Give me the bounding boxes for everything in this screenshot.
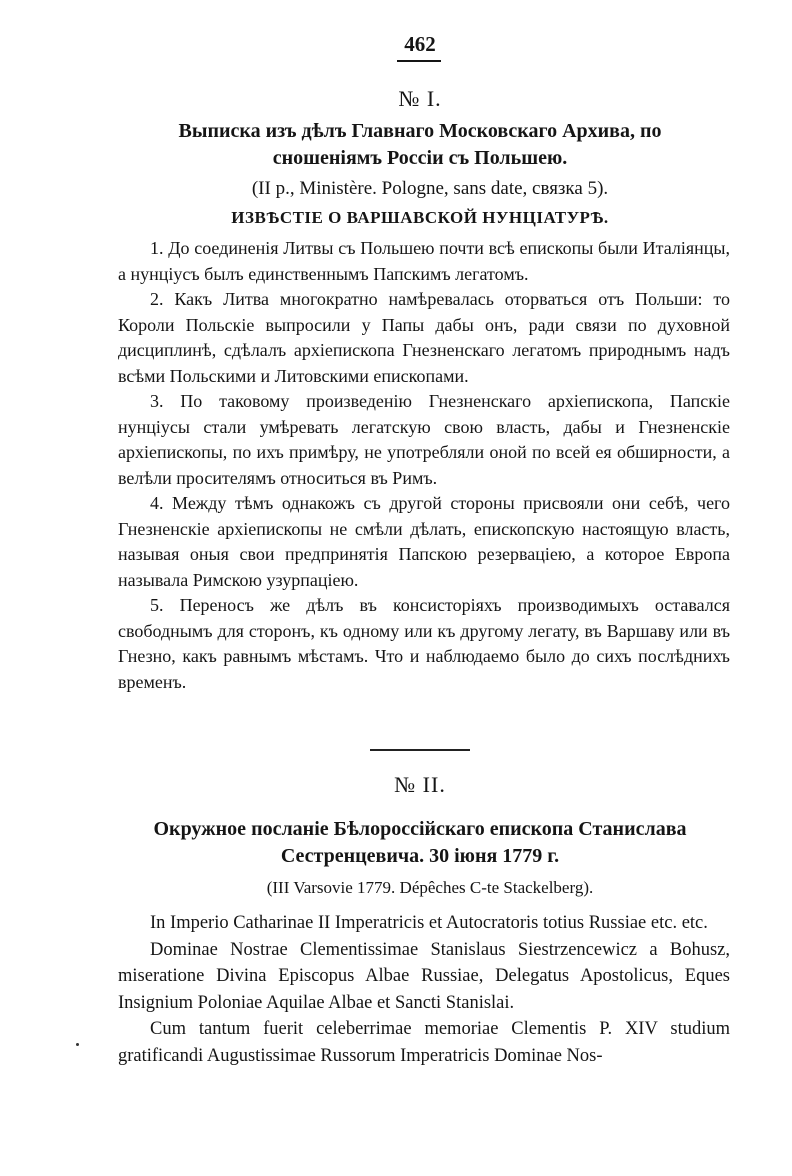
document-title-line: Выписка изъ дѣлъ Главнаго Московскаго Архива, по [178,120,662,142]
paragraph: Dominae Nostrae Clementissimae Stanislaus Siestrzencewicz a Bohusz, miseratione Divina Episcopus Albae Russiae, Delegatus Apostolicus, Eques Insignium Poloniae Aquilae Albae et Sancti Stanislai. [118,939,730,1013]
paragraph: 3. По таковому произведенію Гнезненскаго архіепископа, Папскіе нунціусы стали умѣревать легатскую свою власть, дабы и Гнезненскіе архіепископы, по ихъ примѣру, не употребляли оной по всей ея обширности, а велѣли просителямъ относиться въ Римъ. [118,391,730,488]
paragraph: 1. До соединенія Литвы съ Польшею почти всѣ епископы были Италіянцы, а нунціусъ былъ единственнымъ Папскимъ легатомъ. [118,238,730,284]
page-number: 462 [404,32,436,56]
document-body [118,236,730,695]
document-title [110,118,730,172]
paragraph: 5. Переносъ же дѣлъ въ консисторіяхъ производимыхъ оставался свободнымъ для сторонъ, къ одному или къ другому легату, въ Варшаву или въ Гнезно, какъ равнымъ мѣстамъ. Что и наблюдаемо было до сихъ послѣднихъ временъ. [118,595,730,692]
paragraph: In Imperio Catharinae II Imperatricis et Autocratoris totius Russiae etc. etc. [150,913,708,933]
print-speck [76,1043,79,1046]
archive-source: (II р., Ministère. Pologne, sans date, связка 5). [251,178,609,199]
archive-source: (III Varsovie 1779. Dépêches C-te Stackelberg). [266,878,594,897]
page-number-underline [397,60,441,62]
document-number: № II. [394,772,446,797]
paragraph: 2. Какъ Литва многократно намѣревалась оторваться отъ Польши: то Короли Польскіе выпросили у Папы дабы онъ, ради связи по духовной дисциплинѣ, сдѣлалъ архіепископа Гнезненскаго легатомъ природнымъ надъ всѣми Польскими и Литовскими епископами. [118,289,730,386]
section-heading: ИЗВѢСТІЕ О ВАРШАВСКОЙ НУНЦІАТУРѢ. [231,208,609,227]
document-title-line: сношеніямъ Россіи съ Польшею. [272,147,568,169]
paragraph: 4. Между тѣмъ однакожъ съ другой стороны присвояли они себѣ, чего Гнезненскіе архіепископы не смѣли дѣлать, епископскую настоящую власть, называя оныя свои предпринятія Папскою резерваціею, а которое Европа называла Римскою узурпаціею. [118,493,730,590]
document-title-line: Сестренцевича. 30 іюня 1779 г. [280,845,560,867]
paragraph: Cum tantum fuerit celeberrimae memoriae Clementis P. XIV studium gratificandi Augustissimae Russorum Imperatricis Dominae Nos- [118,1019,730,1066]
document-title [110,816,730,870]
document-title-line: Окружное посланіе Бѣлороссійскаго епископа Станислава [153,818,687,840]
document-number: № I. [398,86,442,111]
section-divider [370,749,470,751]
document-body [118,910,730,1069]
